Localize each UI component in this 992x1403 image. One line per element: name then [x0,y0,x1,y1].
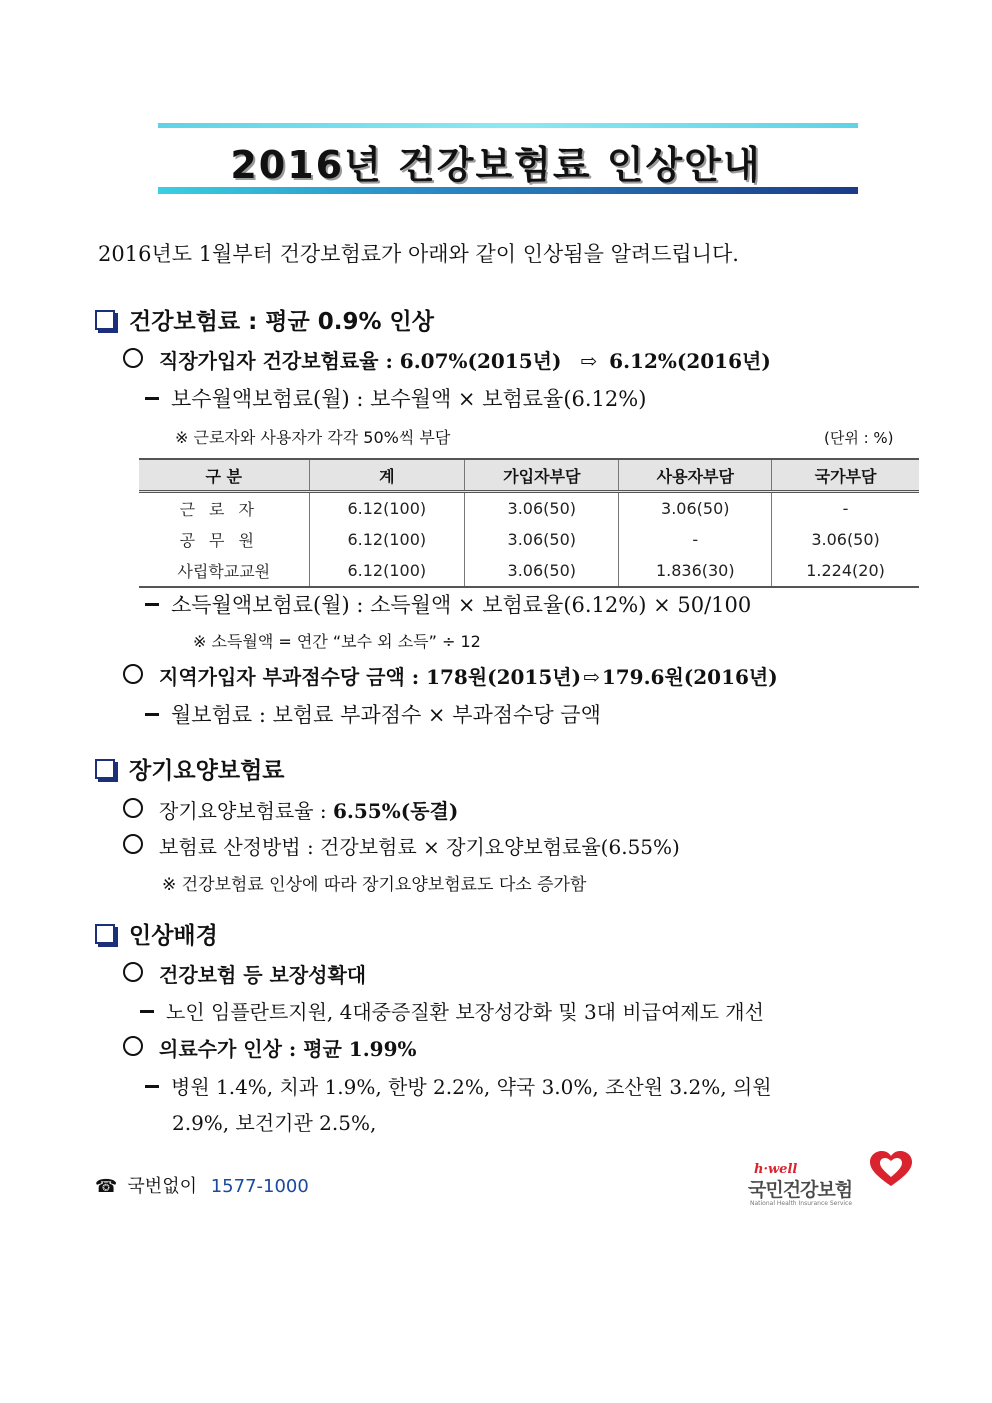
longterm-rate-label: 장기요양보험료율 : [159,799,334,823]
table-row [139,492,919,525]
table-header: 사용자부담 [619,459,772,492]
table-cell: 공무원 [179,531,268,550]
background-item-2-detail-text-2: 2.9%, 보건기관 2.5%, [172,1111,377,1135]
regional-line [123,661,778,690]
table-cell: 3.06(50) [619,492,772,525]
background-item-2-detail [145,1071,772,1100]
income-premium-text: 소득월액보험료(월) : 소득월액 × 보험료율(6.12%) × 50/100 [171,593,752,617]
background-item-1-detail-text: 노인 임플란트지원, 4대중증질환 보장성강화 및 3대 비급여제도 개선 [166,1000,764,1024]
longterm-rate-line [123,795,458,824]
section-heading-premium-text: 건강보험료 : 평균 0.9% 인상 [129,309,434,335]
background-item-2-text: 의료수가 인상 : 평균 1.99% [159,1037,417,1061]
employee-rate-line [123,345,771,374]
section-heading-premium [95,303,434,336]
circle-bullet-icon [123,348,143,368]
table-header: 계 [309,459,465,492]
circle-bullet-icon [123,664,143,684]
regional-new: 179.6원(2016년) [601,665,778,689]
background-item-1-text: 건강보험 등 보장성확대 [159,963,367,987]
logo-english-name: National Health Insurance Service [750,1200,853,1207]
monthly-pay-text: 보수월액보험료(월) : 보수월액 × 보험료율(6.12%) [171,387,647,411]
background-item-1-detail [140,996,764,1025]
phone-label: 국번없이 [127,1176,197,1197]
employee-rate-new: 6.12%(2016년) [609,349,771,373]
table-cell: 6.12(100) [309,492,465,525]
dash-bullet-icon [145,713,159,716]
table-row [139,524,919,555]
table-row [139,555,919,587]
table-header: 국가부담 [772,459,919,492]
circle-bullet-icon [123,834,143,854]
unit-label: (단위 : %) [824,429,894,447]
table-cell: - [772,492,919,525]
monthly-pay-line [145,383,646,413]
dash-bullet-icon [145,603,159,606]
arrow-icon: ⇨ [580,349,598,373]
checkbox-icon [95,924,115,944]
table-cell: 근로자 [179,500,268,519]
circle-bullet-icon [123,798,143,818]
section-heading-background [95,917,218,950]
split-note: ※ 근로자와 사용자가 각각 50%씩 부담 [175,428,451,447]
telephone-icon: ☎ [95,1176,118,1197]
table-cell: 3.06(50) [465,492,619,525]
income-premium-line [145,589,751,619]
background-item-2-detail-text-1: 병원 1.4%, 치과 1.9%, 한방 2.2%, 약국 3.0%, 조산원 3.2%, 의원 [171,1075,772,1099]
table-cell: 1.224(20) [772,555,919,587]
background-item-1 [123,959,366,988]
table-cell: - [619,524,772,555]
checkbox-icon [95,310,115,330]
section-heading-background-text: 인상배경 [129,923,218,949]
table-cell: 6.12(100) [309,524,465,555]
premium-share-table [139,458,919,588]
intro-text: 2016년도 1월부터 건강보험료가 아래와 같이 인상됨을 알려드립니다. [98,242,739,266]
table-cell: 1.836(30) [619,555,772,587]
nhis-logo [748,1150,913,1212]
table-header-row [139,459,919,492]
table-header: 구 분 [139,459,309,492]
background-item-2 [123,1033,417,1062]
phone-line [95,1172,309,1198]
regional-detail-text: 월보험료 : 보험료 부과점수 × 부과점수당 금액 [171,703,601,727]
page-title: 2016년 건강보험료 인상안내 [230,143,762,187]
phone-number[interactable]: 1577-1000 [210,1176,309,1197]
title-bar-top [158,123,858,128]
circle-bullet-icon [123,1036,143,1056]
employee-rate-text: 직장가입자 건강보험료율 : 6.07%(2015년) [159,349,562,373]
checkbox-icon [95,759,115,779]
logo-name: 국민건강보험 [748,1179,853,1201]
title-bar-bottom [158,187,858,194]
regional-text: 지역가입자 부과점수당 금액 : 178원(2015년) [159,665,582,689]
longterm-method-text: 보험료 산정방법 : 건강보험료 × 장기요양보험료율(6.55%) [159,835,680,859]
table-cell: 3.06(50) [772,524,919,555]
logo-brand: h·well [754,1162,798,1177]
regional-detail-line [145,699,601,729]
income-note: ※ 소득월액 = 연간 “보수 외 소득” ÷ 12 [193,632,481,651]
longterm-rate-value: 6.55%(동결) [333,799,459,823]
table-cell: 3.06(50) [465,524,619,555]
table-cell: 사립학교교원 [139,555,309,587]
section-heading-longterm [95,752,285,785]
dash-bullet-icon [140,1010,154,1013]
table-header: 가입자부담 [465,459,619,492]
section-heading-longterm-text: 장기요양보험료 [129,758,285,784]
longterm-method-line [123,831,680,860]
dash-bullet-icon [145,1085,159,1088]
longterm-note: ※ 건강보험료 인상에 따라 장기요양보험료도 다소 증가함 [162,875,587,895]
circle-bullet-icon [123,962,143,982]
arrow-icon: ⇨ [583,665,600,689]
dash-bullet-icon [145,397,159,400]
table-cell: 3.06(50) [465,555,619,587]
table-cell: 6.12(100) [309,555,465,587]
